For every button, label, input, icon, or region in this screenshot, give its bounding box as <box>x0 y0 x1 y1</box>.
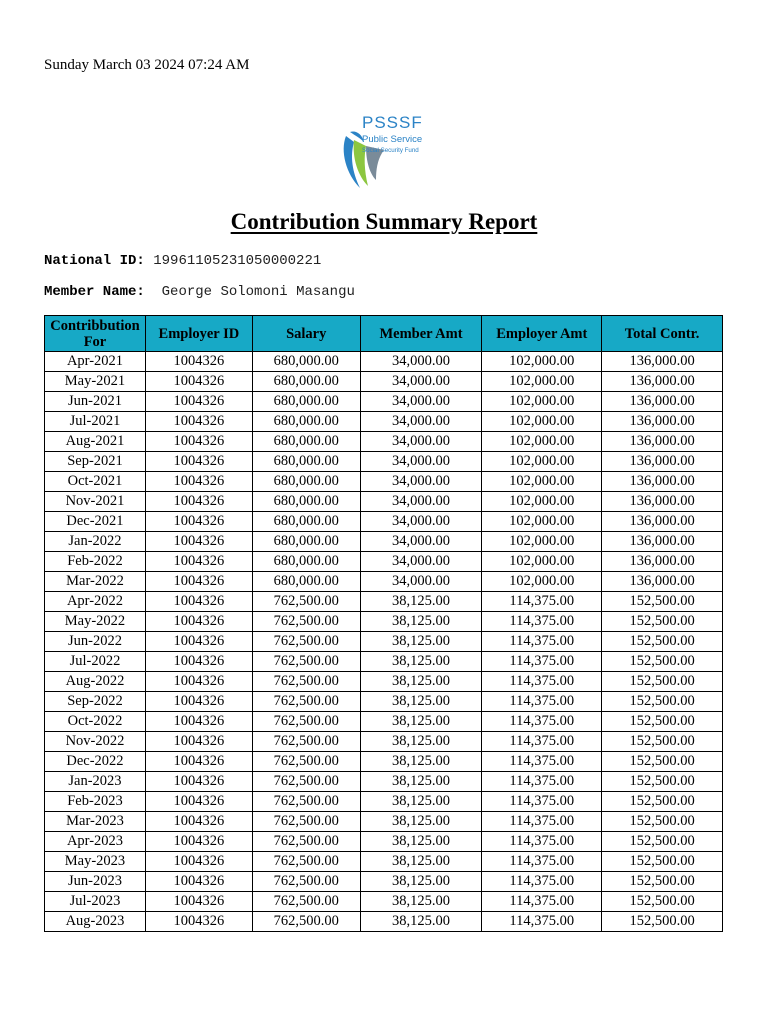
column-header-member-amt: Member Amt <box>360 316 482 352</box>
cell-total-contr: 152,500.00 <box>602 752 723 772</box>
cell-member-amt: 38,125.00 <box>360 752 482 772</box>
cell-total-contr: 152,500.00 <box>602 692 723 712</box>
cell-member-amt: 38,125.00 <box>360 772 482 792</box>
cell-total-contr: 152,500.00 <box>602 892 723 912</box>
cell-salary: 762,500.00 <box>252 812 360 832</box>
cell-month: Aug-2022 <box>45 672 146 692</box>
cell-month: Apr-2021 <box>45 352 146 372</box>
cell-member-amt: 34,000.00 <box>360 412 482 432</box>
cell-employer-id: 1004326 <box>145 492 252 512</box>
cell-salary: 680,000.00 <box>252 572 360 592</box>
cell-member-amt: 38,125.00 <box>360 692 482 712</box>
cell-month: Aug-2021 <box>45 432 146 452</box>
cell-employer-id: 1004326 <box>145 852 252 872</box>
cell-total-contr: 152,500.00 <box>602 772 723 792</box>
table-row <box>45 392 723 412</box>
cell-employer-id: 1004326 <box>145 392 252 412</box>
cell-employer-amt: 102,000.00 <box>482 472 602 492</box>
column-header-employer-amt: Employer Amt <box>482 316 602 352</box>
column-header-contribution-for: Contribbution For <box>45 316 146 352</box>
member-name-label: Member Name: <box>44 284 145 300</box>
cell-month: Sep-2021 <box>45 452 146 472</box>
cell-salary: 762,500.00 <box>252 692 360 712</box>
cell-employer-id: 1004326 <box>145 432 252 452</box>
cell-total-contr: 152,500.00 <box>602 852 723 872</box>
cell-month: May-2023 <box>45 852 146 872</box>
cell-total-contr: 136,000.00 <box>602 472 723 492</box>
cell-employer-id: 1004326 <box>145 652 252 672</box>
cell-salary: 680,000.00 <box>252 472 360 492</box>
table-row <box>45 612 723 632</box>
national-id-label: National ID: <box>44 253 145 269</box>
cell-month: Oct-2021 <box>45 472 146 492</box>
cell-member-amt: 34,000.00 <box>360 392 482 412</box>
table-row <box>45 772 723 792</box>
cell-member-amt: 34,000.00 <box>360 432 482 452</box>
cell-employer-id: 1004326 <box>145 532 252 552</box>
table-row <box>45 372 723 392</box>
cell-employer-amt: 114,375.00 <box>482 612 602 632</box>
cell-member-amt: 38,125.00 <box>360 732 482 752</box>
cell-total-contr: 136,000.00 <box>602 512 723 532</box>
cell-total-contr: 152,500.00 <box>602 672 723 692</box>
cell-total-contr: 136,000.00 <box>602 532 723 552</box>
cell-employer-amt: 102,000.00 <box>482 552 602 572</box>
table-row <box>45 812 723 832</box>
table-row <box>45 512 723 532</box>
cell-salary: 680,000.00 <box>252 432 360 452</box>
cell-employer-amt: 114,375.00 <box>482 812 602 832</box>
cell-employer-amt: 114,375.00 <box>482 712 602 732</box>
cell-month: Jan-2023 <box>45 772 146 792</box>
cell-month: Mar-2023 <box>45 812 146 832</box>
cell-total-contr: 136,000.00 <box>602 572 723 592</box>
table-row <box>45 652 723 672</box>
cell-month: May-2021 <box>45 372 146 392</box>
table-row <box>45 672 723 692</box>
cell-employer-id: 1004326 <box>145 832 252 852</box>
cell-member-amt: 38,125.00 <box>360 832 482 852</box>
cell-month: Jul-2022 <box>45 652 146 672</box>
cell-member-amt: 38,125.00 <box>360 872 482 892</box>
cell-month: Sep-2022 <box>45 692 146 712</box>
national-id-row <box>44 253 321 269</box>
cell-salary: 762,500.00 <box>252 592 360 612</box>
cell-employer-id: 1004326 <box>145 352 252 372</box>
cell-employer-id: 1004326 <box>145 592 252 612</box>
cell-total-contr: 136,000.00 <box>602 552 723 572</box>
table-row <box>45 532 723 552</box>
cell-salary: 762,500.00 <box>252 852 360 872</box>
cell-salary: 762,500.00 <box>252 772 360 792</box>
cell-total-contr: 152,500.00 <box>602 812 723 832</box>
column-header-total-contr: Total Contr. <box>602 316 723 352</box>
cell-total-contr: 152,500.00 <box>602 612 723 632</box>
cell-salary: 680,000.00 <box>252 412 360 432</box>
cell-month: Jun-2021 <box>45 392 146 412</box>
cell-salary: 762,500.00 <box>252 832 360 852</box>
cell-employer-id: 1004326 <box>145 612 252 632</box>
cell-employer-amt: 114,375.00 <box>482 632 602 652</box>
table-row <box>45 892 723 912</box>
logo-wordmark: PSSSF <box>362 113 423 132</box>
cell-salary: 762,500.00 <box>252 652 360 672</box>
cell-month: Jun-2022 <box>45 632 146 652</box>
table-row <box>45 852 723 872</box>
cell-salary: 680,000.00 <box>252 352 360 372</box>
table-row <box>45 792 723 812</box>
cell-employer-amt: 114,375.00 <box>482 692 602 712</box>
cell-total-contr: 136,000.00 <box>602 392 723 412</box>
cell-salary: 762,500.00 <box>252 672 360 692</box>
cell-employer-id: 1004326 <box>145 912 252 932</box>
cell-total-contr: 136,000.00 <box>602 432 723 452</box>
cell-total-contr: 152,500.00 <box>602 712 723 732</box>
cell-employer-id: 1004326 <box>145 632 252 652</box>
cell-employer-amt: 114,375.00 <box>482 592 602 612</box>
cell-month: Jul-2021 <box>45 412 146 432</box>
psssf-logo <box>336 106 436 194</box>
cell-member-amt: 34,000.00 <box>360 572 482 592</box>
cell-member-amt: 38,125.00 <box>360 792 482 812</box>
cell-month: Dec-2022 <box>45 752 146 772</box>
table-row <box>45 872 723 892</box>
cell-month: Aug-2023 <box>45 912 146 932</box>
cell-employer-id: 1004326 <box>145 772 252 792</box>
cell-salary: 762,500.00 <box>252 912 360 932</box>
cell-member-amt: 38,125.00 <box>360 852 482 872</box>
cell-member-amt: 38,125.00 <box>360 892 482 912</box>
cell-total-contr: 136,000.00 <box>602 492 723 512</box>
cell-employer-amt: 102,000.00 <box>482 412 602 432</box>
table-row <box>45 692 723 712</box>
cell-total-contr: 136,000.00 <box>602 372 723 392</box>
cell-employer-id: 1004326 <box>145 672 252 692</box>
cell-salary: 680,000.00 <box>252 392 360 412</box>
cell-salary: 762,500.00 <box>252 752 360 772</box>
table-row <box>45 572 723 592</box>
cell-month: Feb-2023 <box>45 792 146 812</box>
cell-employer-amt: 102,000.00 <box>482 572 602 592</box>
cell-member-amt: 34,000.00 <box>360 512 482 532</box>
cell-month: Jun-2023 <box>45 872 146 892</box>
cell-month: Feb-2022 <box>45 552 146 572</box>
cell-salary: 762,500.00 <box>252 792 360 812</box>
page-title-text: Contribution Summary Report <box>230 209 538 234</box>
cell-employer-amt: 114,375.00 <box>482 912 602 932</box>
table-row <box>45 732 723 752</box>
cell-salary: 762,500.00 <box>252 892 360 912</box>
cell-employer-id: 1004326 <box>145 712 252 732</box>
table-row <box>45 472 723 492</box>
cell-member-amt: 34,000.00 <box>360 452 482 472</box>
cell-total-contr: 152,500.00 <box>602 832 723 852</box>
cell-total-contr: 152,500.00 <box>602 592 723 612</box>
page-title <box>0 209 768 235</box>
cell-employer-amt: 102,000.00 <box>482 532 602 552</box>
cell-member-amt: 38,125.00 <box>360 632 482 652</box>
cell-member-amt: 34,000.00 <box>360 492 482 512</box>
cell-member-amt: 38,125.00 <box>360 592 482 612</box>
cell-employer-amt: 114,375.00 <box>482 892 602 912</box>
cell-month: Nov-2021 <box>45 492 146 512</box>
cell-total-contr: 136,000.00 <box>602 452 723 472</box>
cell-month: Oct-2022 <box>45 712 146 732</box>
cell-month: Jan-2022 <box>45 532 146 552</box>
table-row <box>45 492 723 512</box>
cell-employer-amt: 102,000.00 <box>482 372 602 392</box>
cell-employer-id: 1004326 <box>145 572 252 592</box>
cell-member-amt: 34,000.00 <box>360 372 482 392</box>
cell-salary: 762,500.00 <box>252 712 360 732</box>
cell-employer-amt: 114,375.00 <box>482 652 602 672</box>
cell-salary: 680,000.00 <box>252 552 360 572</box>
cell-employer-amt: 114,375.00 <box>482 732 602 752</box>
cell-employer-id: 1004326 <box>145 372 252 392</box>
cell-member-amt: 34,000.00 <box>360 552 482 572</box>
contribution-table <box>44 315 723 932</box>
cell-employer-id: 1004326 <box>145 692 252 712</box>
cell-employer-id: 1004326 <box>145 472 252 492</box>
cell-total-contr: 152,500.00 <box>602 652 723 672</box>
cell-total-contr: 152,500.00 <box>602 792 723 812</box>
cell-salary: 762,500.00 <box>252 872 360 892</box>
cell-salary: 680,000.00 <box>252 492 360 512</box>
cell-salary: 762,500.00 <box>252 732 360 752</box>
cell-salary: 680,000.00 <box>252 512 360 532</box>
cell-member-amt: 38,125.00 <box>360 912 482 932</box>
cell-employer-amt: 114,375.00 <box>482 832 602 852</box>
cell-employer-amt: 102,000.00 <box>482 492 602 512</box>
cell-employer-id: 1004326 <box>145 732 252 752</box>
cell-employer-id: 1004326 <box>145 872 252 892</box>
cell-employer-amt: 102,000.00 <box>482 392 602 412</box>
cell-member-amt: 38,125.00 <box>360 652 482 672</box>
member-name-value: George Solomoni Masangu <box>161 284 355 300</box>
table-row <box>45 432 723 452</box>
cell-salary: 680,000.00 <box>252 452 360 472</box>
cell-month: Jul-2023 <box>45 892 146 912</box>
table-row <box>45 832 723 852</box>
cell-employer-id: 1004326 <box>145 812 252 832</box>
cell-employer-id: 1004326 <box>145 512 252 532</box>
cell-employer-id: 1004326 <box>145 752 252 772</box>
cell-salary: 680,000.00 <box>252 532 360 552</box>
cell-month: Apr-2023 <box>45 832 146 852</box>
cell-member-amt: 34,000.00 <box>360 532 482 552</box>
cell-month: Nov-2022 <box>45 732 146 752</box>
cell-employer-amt: 102,000.00 <box>482 512 602 532</box>
cell-employer-id: 1004326 <box>145 892 252 912</box>
cell-month: Dec-2021 <box>45 512 146 532</box>
cell-month: Mar-2022 <box>45 572 146 592</box>
cell-month: May-2022 <box>45 612 146 632</box>
cell-employer-amt: 114,375.00 <box>482 872 602 892</box>
table-body <box>45 352 723 932</box>
table-row <box>45 352 723 372</box>
cell-employer-amt: 114,375.00 <box>482 852 602 872</box>
cell-member-amt: 34,000.00 <box>360 352 482 372</box>
cell-employer-id: 1004326 <box>145 792 252 812</box>
cell-employer-id: 1004326 <box>145 552 252 572</box>
cell-employer-amt: 114,375.00 <box>482 752 602 772</box>
table-row <box>45 452 723 472</box>
cell-employer-amt: 102,000.00 <box>482 352 602 372</box>
cell-total-contr: 136,000.00 <box>602 352 723 372</box>
table-header-row <box>45 316 723 352</box>
cell-member-amt: 34,000.00 <box>360 472 482 492</box>
cell-employer-amt: 114,375.00 <box>482 792 602 812</box>
cell-member-amt: 38,125.00 <box>360 812 482 832</box>
cell-employer-amt: 114,375.00 <box>482 772 602 792</box>
table-row <box>45 632 723 652</box>
cell-total-contr: 152,500.00 <box>602 912 723 932</box>
cell-total-contr: 136,000.00 <box>602 412 723 432</box>
cell-total-contr: 152,500.00 <box>602 732 723 752</box>
cell-salary: 680,000.00 <box>252 372 360 392</box>
cell-member-amt: 38,125.00 <box>360 672 482 692</box>
cell-employer-amt: 102,000.00 <box>482 432 602 452</box>
cell-salary: 762,500.00 <box>252 612 360 632</box>
cell-month: Apr-2022 <box>45 592 146 612</box>
national-id-value: 19961105231050000221 <box>153 253 322 269</box>
table-row <box>45 912 723 932</box>
table-row <box>45 592 723 612</box>
cell-employer-id: 1004326 <box>145 412 252 432</box>
cell-total-contr: 152,500.00 <box>602 632 723 652</box>
table-row <box>45 752 723 772</box>
cell-total-contr: 152,500.00 <box>602 872 723 892</box>
cell-employer-id: 1004326 <box>145 452 252 472</box>
logo-line2: Social Security Fund <box>362 147 419 154</box>
member-name-row <box>44 284 355 300</box>
report-timestamp: Sunday March 03 2024 07:24 AM <box>44 57 250 73</box>
cell-employer-amt: 102,000.00 <box>482 452 602 472</box>
cell-member-amt: 38,125.00 <box>360 612 482 632</box>
cell-member-amt: 38,125.00 <box>360 712 482 732</box>
column-header-employer-id: Employer ID <box>145 316 252 352</box>
logo-line1: Public Service <box>362 134 423 145</box>
cell-employer-amt: 114,375.00 <box>482 672 602 692</box>
table-row <box>45 552 723 572</box>
table-row <box>45 412 723 432</box>
table-row <box>45 712 723 732</box>
cell-salary: 762,500.00 <box>252 632 360 652</box>
column-header-salary: Salary <box>252 316 360 352</box>
